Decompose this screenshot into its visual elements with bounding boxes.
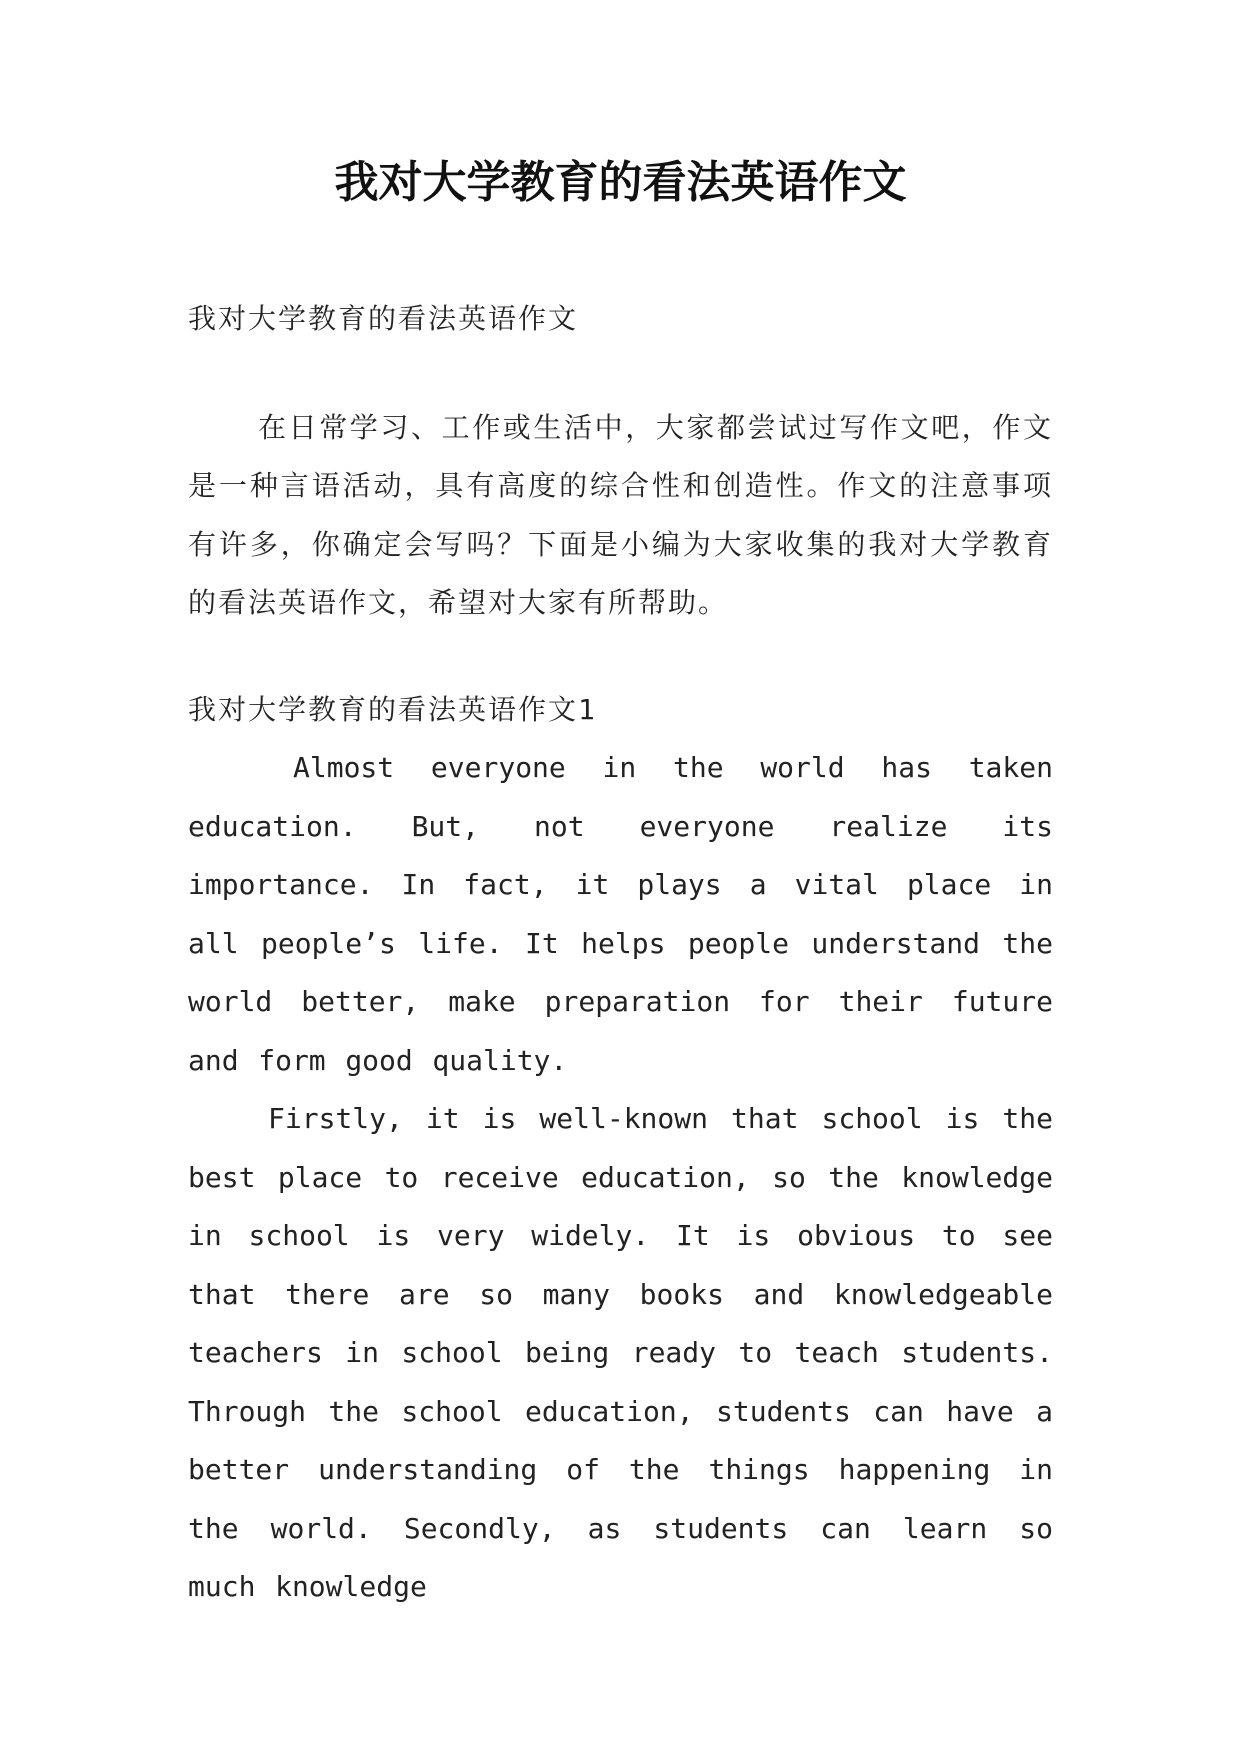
essay-paragraph-2: Firstly, it is well-known that school is the best place to receive education, so the knowledge in school is very widely. It is obvious to see that there are so many books and knowledgeable teachers in school being ready to teach students. Through the school education, students can have a better understanding of the things happening in the world. Secondly, as students can learn so much knowledge [188, 1102, 1053, 1603]
section-heading: 我对大学教育的看法英语作文1 [188, 692, 597, 726]
intro-paragraph: 在日常学习、工作或生活中，大家都尝试过写作文吧，作文是一种言语活动，具有高度的综合性和创造性。作文的注意事项有许多，你确定会写吗？下面是小编为大家收集的我对大学教育的看法英语作文，希望对大家有所帮助。 [188, 410, 1053, 619]
document-body [188, 290, 1053, 1617]
document-subtitle: 我对大学教育的看法英语作文 [188, 302, 579, 335]
document-title: 我对大学教育的看法英语作文 [334, 157, 907, 208]
essay-paragraph-1: Almost everyone in the world has taken education. But, not everyone realize its importance. In fact, it plays a vital place in all people’s life. It helps people understand the world better, make preparation for their future and form good quality. [188, 751, 1053, 1077]
